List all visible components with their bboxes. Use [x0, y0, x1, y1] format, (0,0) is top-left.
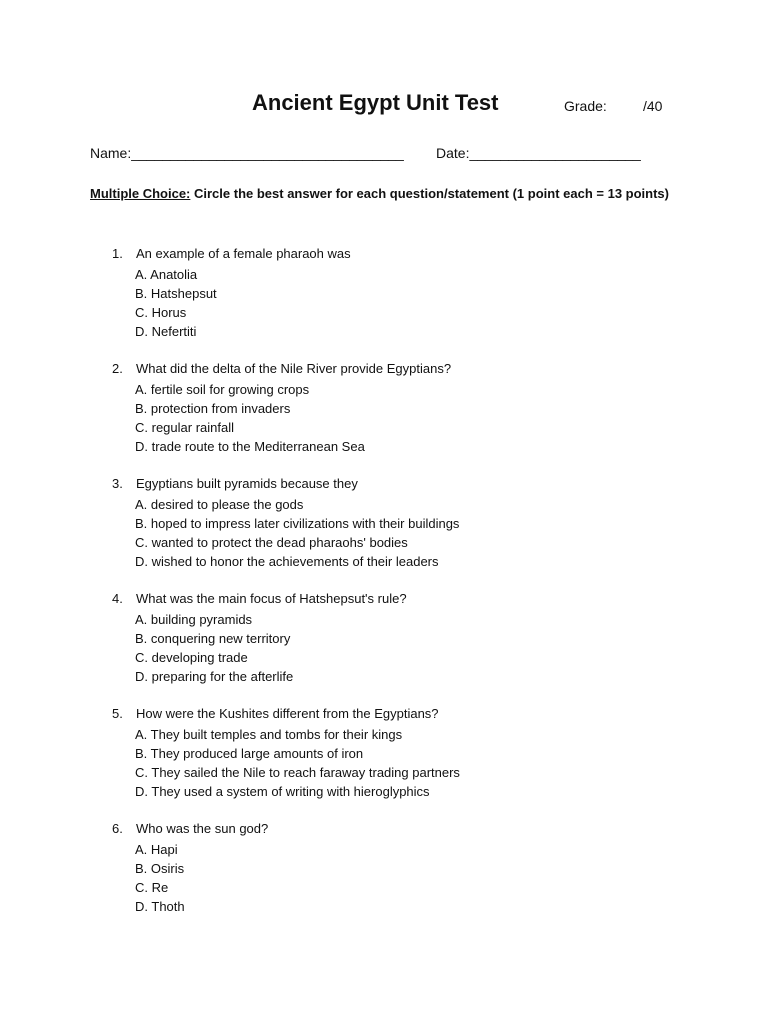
choice-list	[135, 725, 460, 801]
choice-c: C. They sailed the Nile to reach faraway trading partners	[135, 765, 460, 780]
section-label: Multiple Choice:	[90, 186, 191, 201]
choice-c: C. Re	[135, 880, 169, 895]
choice-list	[135, 495, 459, 571]
choice-d: D. Thoth	[135, 899, 185, 914]
choice-a: A. They built temples and tombs for their kings	[135, 727, 403, 742]
question-number: 5.	[112, 706, 123, 721]
name-field: Name:___________________________________	[90, 145, 404, 161]
question-number: 4.	[112, 591, 123, 606]
test-title: Ancient Egypt Unit Test	[252, 90, 499, 115]
choice-a: A. Anatolia	[135, 267, 198, 282]
choice-d: D. Nefertiti	[135, 324, 197, 339]
choice-d: D. wished to honor the achievements of their leaders	[135, 554, 439, 569]
choice-list	[135, 380, 365, 456]
question-number: 3.	[112, 476, 123, 491]
choice-b: B. hoped to impress later civilizations with their buildings	[135, 516, 460, 531]
grade-total: /40	[643, 98, 663, 114]
choice-b: B. They produced large amounts of iron	[135, 746, 364, 761]
choice-d: D. They used a system of writing with hieroglyphics	[135, 784, 430, 799]
choice-a: A. desired to please the gods	[135, 497, 304, 512]
question-number: 6.	[112, 821, 123, 836]
question-text: An example of a female pharaoh was	[136, 246, 351, 261]
choice-c: C. regular rainfall	[135, 420, 234, 435]
question-text: Egyptians built pyramids because they	[136, 476, 358, 491]
choice-c: C. Horus	[135, 305, 187, 320]
choice-a: A. fertile soil for growing crops	[135, 382, 310, 397]
question-text: How were the Kushites different from the Egyptians?	[136, 706, 439, 721]
instructions	[90, 184, 690, 204]
choice-list	[135, 840, 185, 916]
question-text: What was the main focus of Hatshepsut's rule?	[136, 591, 407, 606]
choice-b: B. Osiris	[135, 861, 185, 876]
choice-b: B. protection from invaders	[135, 401, 291, 416]
question-text: What did the delta of the Nile River provide Egyptians?	[136, 361, 452, 376]
choice-c: C. developing trade	[135, 650, 248, 665]
choice-a: A. Hapi	[135, 842, 178, 857]
choice-list	[135, 265, 217, 341]
choice-d: D. preparing for the afterlife	[135, 669, 294, 684]
choice-b: B. Hatshepsut	[135, 286, 217, 301]
question-number: 1.	[112, 246, 123, 261]
choice-b: B. conquering new territory	[135, 631, 291, 646]
question-number: 2.	[112, 361, 123, 376]
date-field: Date:______________________	[436, 145, 641, 161]
instructions-text: Circle the best answer for each question/statement (1 point each = 13 points)	[190, 186, 669, 201]
choice-a: A. building pyramids	[135, 612, 253, 627]
question-text: Who was the sun god?	[136, 821, 269, 836]
choice-d: D. trade route to the Mediterranean Sea	[135, 439, 365, 454]
choice-list	[135, 610, 293, 686]
grade-label: Grade:	[564, 98, 607, 114]
choice-c: C. wanted to protect the dead pharaohs' bodies	[135, 535, 408, 550]
